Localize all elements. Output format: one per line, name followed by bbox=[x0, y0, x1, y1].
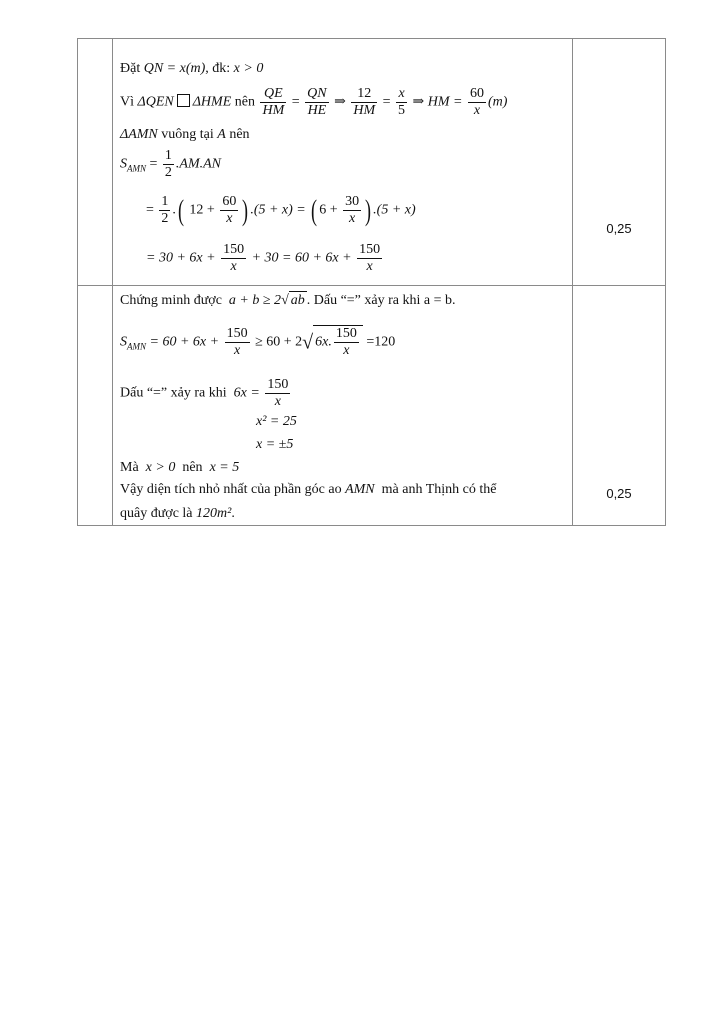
table-col-divider-2 bbox=[572, 38, 573, 526]
fraction: $\frac{150}{x}$ bbox=[226, 326, 248, 358]
fraction: $\frac{60}{x}$ bbox=[222, 194, 237, 226]
area-formula-line: $S_{AMN}$ = $\frac{1}{2}$ .AM.AN bbox=[120, 148, 222, 180]
area-inequality-line: $S_{AMN} = 60 + 6x$ + $\frac{150}{x}$ ≥ 60 + 2√ 6x. $\frac{150}{x}$ =120 bbox=[120, 326, 396, 358]
fraction: $\frac{1}{2}$ bbox=[161, 194, 169, 226]
table-border-right bbox=[665, 38, 666, 526]
right-triangle-line: ΔAMN vuông tại A nên bbox=[120, 127, 250, 142]
fraction: $\frac{1}{2}$ bbox=[164, 148, 172, 180]
fraction: $\frac{150}{x}$ bbox=[223, 242, 245, 274]
similarity-symbol bbox=[177, 94, 190, 107]
positive-root-line: Mà x > 0 nên x = 5 bbox=[120, 460, 240, 475]
fraction: $\frac{150}{x}$ bbox=[267, 377, 289, 409]
x-solution-line: x = ±5 bbox=[256, 437, 294, 452]
solution-row-2 bbox=[112, 285, 572, 525]
area-simplify-line: = 30 + 6x + $\frac{150}{x}$ + 30 = 60 + 6x + $\frac{150}{x}$ bbox=[146, 242, 381, 274]
fraction: $\frac{x}{5}$ bbox=[398, 86, 406, 118]
fraction: $\frac{30}{x}$ bbox=[345, 194, 360, 226]
set-variable-line: Đặt QN = x(m), đk: x > 0 bbox=[120, 61, 264, 76]
table-border-left bbox=[77, 38, 78, 526]
x-squared-line: x² = 25 bbox=[256, 414, 297, 429]
fraction: $\frac{QN}{HE}$ bbox=[307, 86, 327, 118]
fraction: $\frac{150}{x}$ bbox=[359, 242, 381, 274]
solution-row-1 bbox=[112, 38, 572, 285]
fraction: $\frac{QE}{HM}$ bbox=[262, 86, 285, 118]
fraction: $\frac{150}{x}$ bbox=[335, 326, 357, 358]
conclusion-line-2: quây được là 120m². bbox=[120, 506, 235, 521]
fraction: $\frac{60}{x}$ bbox=[470, 86, 485, 118]
fraction: $\frac{12}{HM}$ bbox=[353, 86, 376, 118]
score-row-2: 0,25 bbox=[606, 486, 632, 501]
similar-triangles-line: Vì ΔQEN ΔHME nên $\frac{QE}{HM}$ = $\frac{QN}{HE}$ ⇒ $\frac{12}{HM}$ = $\frac{x}{5}$ ⇒ HM = $\frac{60}{x}$ (m) bbox=[120, 86, 508, 118]
am-gm-line: Chứng minh được a + b ≥ 2√ ab . Dấu “=” xảy ra khi a = b. bbox=[120, 293, 456, 308]
score-row-1: 0,25 bbox=[606, 221, 632, 236]
area-expand-line: = $\frac{1}{2}$ .( 12 + $\frac{60}{x}$ ) .(5 + x) = ( 6 + $\frac{30}{x}$ ) .(5 + x) bbox=[146, 193, 416, 227]
table-border-bottom bbox=[77, 525, 666, 526]
equality-condition-line: Dấu “=” xảy ra khi 6x = $\frac{150}{x}$ bbox=[120, 377, 289, 409]
conclusion-line: Vậy diện tích nhỏ nhất của phần góc ao AMN mà anh Thịnh có thể bbox=[120, 482, 497, 497]
